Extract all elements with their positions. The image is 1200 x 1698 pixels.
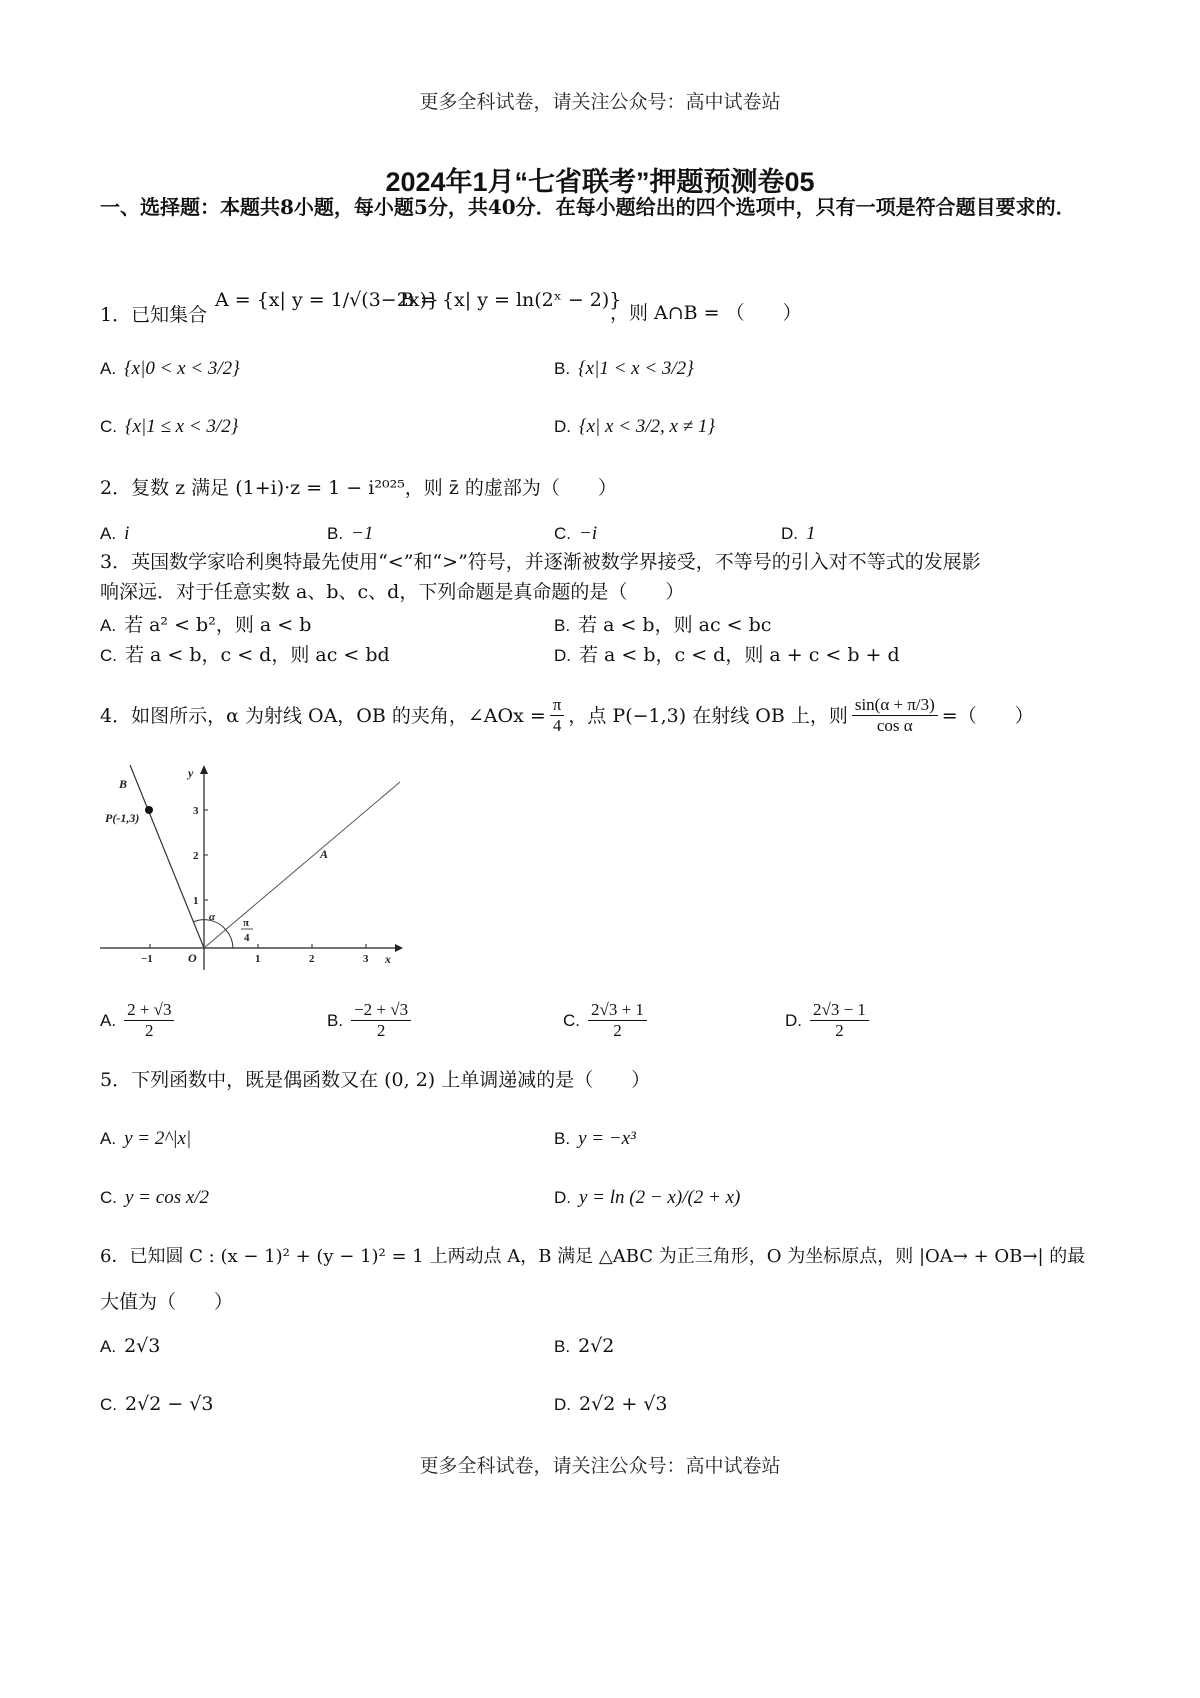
q1-option-d[interactable]: D. {x| x < 3/2, x ≠ 1}: [554, 416, 715, 437]
q4-pi-over-4: $\frac{\pi}{4}$: [550, 695, 565, 736]
xtick-1: 1: [255, 953, 261, 965]
ytick-3: 3: [193, 805, 199, 817]
q4-option-a[interactable]: A. $\frac{2 + √3}{2}$: [100, 1000, 174, 1041]
q6-option-b[interactable]: B. 2√2: [554, 1335, 615, 1357]
xtick-3: 3: [363, 953, 369, 965]
xtick-2: 2: [309, 953, 315, 965]
q4-option-b[interactable]: B. $\frac{-2 + √3}{2}$: [327, 1000, 411, 1041]
q5-option-a[interactable]: A. y = 2^|x|: [100, 1128, 192, 1149]
q4-figure: [95, 760, 415, 975]
q6-stem-line1: 6．已知圆 C : (x − 1)² + (y − 1)² = 1 上两动点 A，B 满足 △ABC 为正三角形，O 为坐标原点，则 |OA→ + OB→| 的最: [100, 1246, 1086, 1267]
q1-set-a: A = {x| y = 1/√(3−2x)}: [215, 289, 440, 311]
q1-set-b: B = {x| y = ln(2ˣ − 2)}: [400, 289, 622, 311]
q1-option-c[interactable]: C. {x|1 ≤ x < 3/2}: [100, 416, 239, 437]
q4-stem: [100, 695, 1034, 736]
q1-stem-a: 1．已知集合: [100, 304, 208, 326]
label-o: O: [188, 951, 197, 965]
q3-option-a[interactable]: A. 若 a² < b²，则 a < b: [100, 614, 312, 636]
q3-option-c[interactable]: C. 若 a < b，c < d，则 ac < bd: [100, 644, 390, 666]
point-p: [145, 806, 153, 814]
label-a: A: [320, 847, 329, 861]
q4-stem-c: =（ ）: [941, 704, 1034, 727]
xtick-neg1: −1: [141, 953, 153, 965]
label-p: P(-1,3): [105, 811, 140, 825]
q6-option-a[interactable]: A. 2√3: [100, 1335, 161, 1357]
q3-option-d[interactable]: D. 若 a < b，c < d，则 a + c < b + d: [554, 644, 900, 666]
q2-option-a[interactable]: A. i: [100, 523, 130, 544]
q3-stem-line2: 响深远．对于任意实数 a、b、c、d，下列命题是真命题的是（ ）: [100, 581, 685, 603]
ytick-2: 2: [193, 850, 199, 862]
q2-option-c[interactable]: C. −i: [554, 523, 598, 544]
label-x: x: [385, 952, 391, 966]
page-header: 更多全科试卷，请关注公众号：高中试卷站: [419, 91, 781, 113]
label-alpha: α: [209, 911, 216, 923]
x-axis-arrow: [395, 944, 403, 952]
q1-option-b[interactable]: B. {x|1 < x < 3/2}: [554, 358, 694, 379]
q4-stem-b: ，点 P(−1,3) 在射线 OB 上，则: [568, 704, 848, 727]
q6-option-d[interactable]: D. 2√2 + √3: [554, 1393, 668, 1415]
q3-option-b[interactable]: B. 若 a < b，则 ac < bc: [554, 614, 772, 636]
page-title: 2024年1月“七省联考”押题预测卷05: [385, 167, 815, 197]
label-y: y: [188, 766, 194, 780]
ytick-1: 1: [193, 895, 199, 907]
q2-stem: 2．复数 z 满足 (1+i)·z = 1 − i²⁰²⁵，则 z̄ 的虚部为（ ）: [100, 477, 617, 499]
q5-stem: 5．下列函数中，既是偶函数又在 (0, 2) 上单调递减的是（ ）: [100, 1069, 651, 1091]
label-b: B: [119, 777, 128, 791]
ray-oa: [204, 782, 400, 948]
q3-stem-line1: 3．英国数学家哈利奥特最先使用“<”和“>”符号，并逐渐被数学界接受，不等号的引入对不等式的发展影: [100, 551, 981, 573]
q5-option-c[interactable]: C. y = cos x/2: [100, 1187, 210, 1208]
q4-stem-a: 4．如图所示，α 为射线 OA，OB 的夹角，∠AOx =: [100, 704, 546, 727]
section-heading: 一、选择题：本题共8小题，每小题5分，共40分．在每小题给出的四个选项中，只有一项是符合题目要求的．: [100, 195, 1076, 219]
y-axis-arrow: [200, 765, 208, 774]
label-four: 4: [244, 932, 250, 944]
q2-option-d[interactable]: D. 1: [781, 523, 816, 544]
q6-option-c[interactable]: C. 2√2 − √3: [100, 1393, 214, 1415]
q4-option-c[interactable]: C. $\frac{2√3 + 1}{2}$: [563, 1000, 647, 1041]
q2-option-b[interactable]: B. −1: [327, 523, 374, 544]
q5-option-d[interactable]: D. y = ln (2 − x)/(2 + x): [554, 1187, 741, 1208]
page-footer: 更多全科试卷，请关注公众号：高中试卷站: [419, 1455, 781, 1477]
q4-expression: $\frac{\sin(\alpha + \pi/3)}{\text{cos α}}$: [852, 695, 938, 736]
q5-option-b[interactable]: B. y = −x³: [554, 1128, 636, 1149]
q4-option-d[interactable]: D. $\frac{2√3 - 1}{2}$: [785, 1000, 869, 1041]
q6-stem-line2: 大值为（ ）: [100, 1291, 234, 1313]
q1-option-a[interactable]: A. {x|0 < x < 3/2}: [100, 358, 240, 379]
pi4-arc: [226, 930, 233, 948]
q1-stem-b: ，则 A∩B = （ ）: [610, 302, 802, 324]
label-pi: π: [243, 917, 250, 929]
